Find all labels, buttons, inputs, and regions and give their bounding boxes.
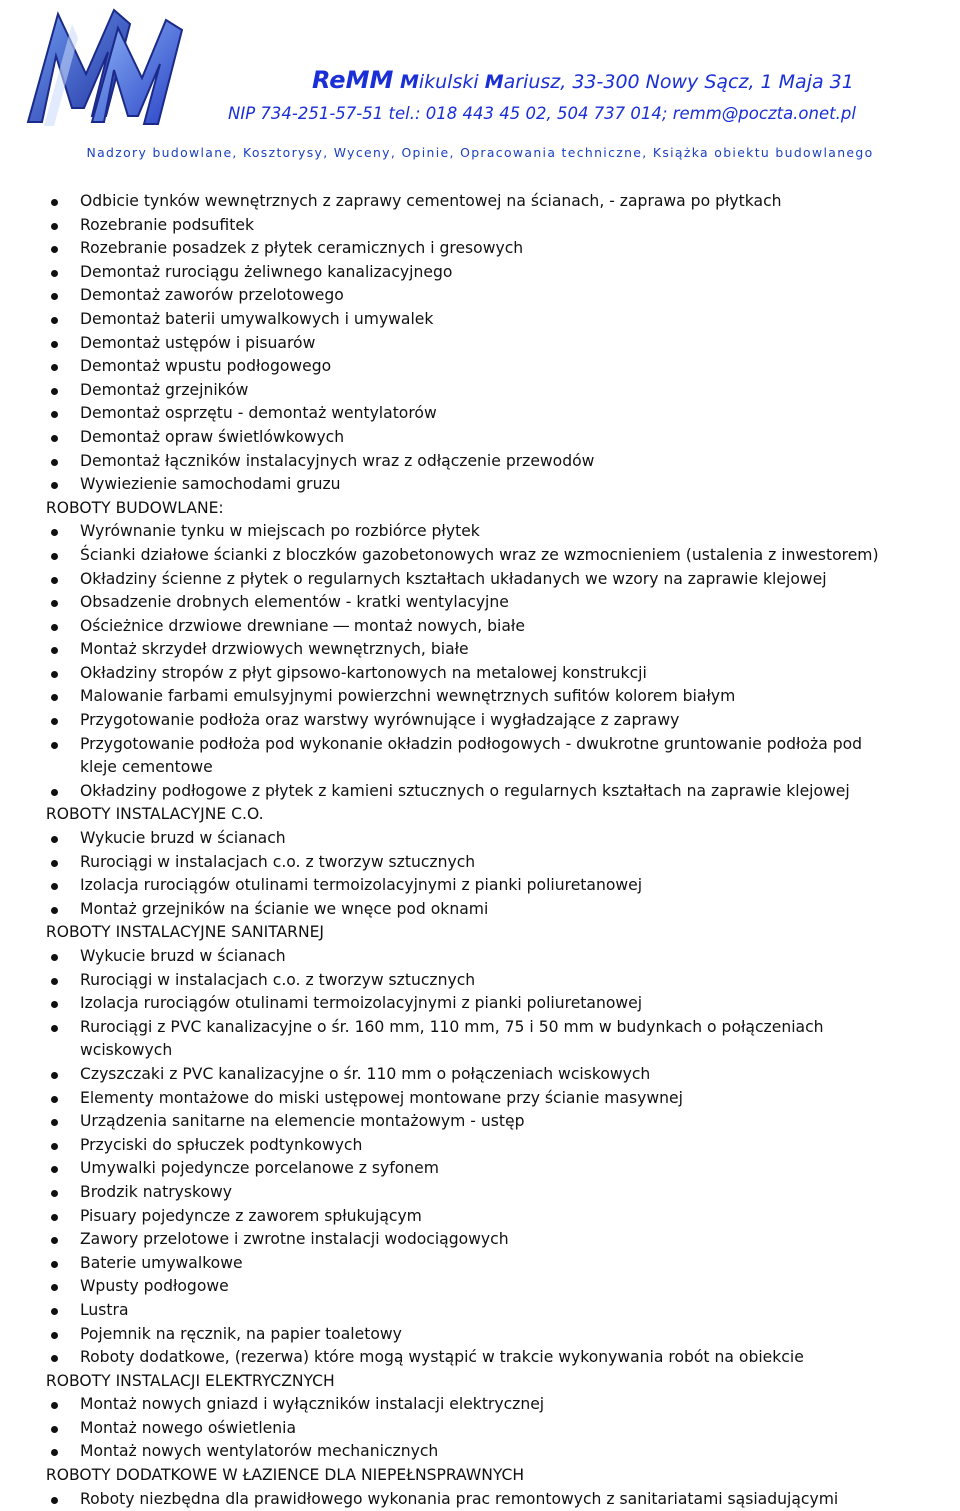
list-item <box>0 426 960 450</box>
list-item <box>0 1087 960 1111</box>
list-item-text: Przygotowanie podłoża oraz warstwy wyrównujące i wygładzające z zaprawy <box>80 711 680 730</box>
list-item <box>0 1323 960 1347</box>
bullet-icon <box>51 600 58 607</box>
list-item-text: Demontaż wpustu podłogowego <box>80 357 332 376</box>
list-item-text: Baterie umywalkowe <box>80 1253 243 1272</box>
bullet-icon <box>51 223 58 230</box>
list-item-text: Demontaż opraw świetlówkowych <box>80 427 345 446</box>
list-item <box>0 1110 960 1134</box>
list-item-text: Rozebranie podsufitek <box>80 215 254 234</box>
list-item-text: Odbicie tynków wewnętrznych z zaprawy cementowej na ścianach, - zaprawa po płytkach <box>80 192 782 210</box>
bullet-icon <box>51 742 58 749</box>
bullet-icon <box>51 1237 58 1244</box>
list-item-text: Montaż grzejników na ścianie we wnęce pod oknami <box>80 899 489 918</box>
bullet-icon <box>51 246 58 253</box>
list-item <box>0 568 960 592</box>
list-item <box>0 1417 960 1441</box>
bullet-icon <box>51 978 58 985</box>
list-item-text: Demontaż ustępów i pisuarów <box>80 333 316 352</box>
bullet-icon <box>51 789 58 796</box>
bullet-icon <box>51 1284 58 1291</box>
list-item-text: Pisuary pojedyncze z zaworem spłukującym <box>80 1206 422 1225</box>
bullet-icon <box>51 270 58 277</box>
list-item <box>0 1346 960 1370</box>
list-item-text: Wywiezienie samochodami gruzu <box>80 475 341 494</box>
list-item-text: Malowanie farbami emulsyjnymi powierzchni wewnętrznych sufitów kolorem białym <box>80 687 736 706</box>
bullet-icon <box>51 1497 58 1504</box>
list-item-text: Czyszczaki z PVC kanalizacyjne o śr. 110 mm o połączeniach wciskowych <box>80 1064 651 1083</box>
list-item-text: Urządzenia sanitarne na elemencie montażowym - ustęp <box>80 1112 525 1131</box>
bullet-icon <box>51 694 58 701</box>
bullet-icon <box>51 1190 58 1197</box>
list-item <box>0 662 960 686</box>
list-item <box>0 1181 960 1205</box>
list-item <box>0 898 960 922</box>
list-item <box>0 1393 960 1417</box>
list-item-text: Wpusty podłogowe <box>80 1277 229 1296</box>
list-item-text: Montaż nowych wentylatorów mechanicznych <box>80 1442 439 1461</box>
bullet-icon <box>51 1308 58 1315</box>
bullet-icon <box>51 1261 58 1268</box>
list-item <box>0 591 960 615</box>
company-address: ariusz, 33-300 Nowy Sącz, 1 Maja 31 <box>503 71 854 93</box>
bullet-icon <box>51 435 58 442</box>
bullet-icon <box>51 1096 58 1103</box>
list-item-text: Demontaż rurociągu żeliwnego kanalizacyjnego <box>80 262 453 281</box>
list-item <box>0 520 960 544</box>
list-item-text: Umywalki pojedyncze porcelanowe z syfonem <box>80 1159 439 1178</box>
bullet-icon <box>51 293 58 300</box>
list-item <box>0 1252 960 1276</box>
list-item <box>0 1063 960 1087</box>
bullet-icon <box>51 1025 58 1032</box>
bullet-icon <box>51 459 58 466</box>
list-item <box>0 450 960 474</box>
bullet-icon <box>51 577 58 584</box>
list-item-text: Wykucie bruzd w ścianach <box>80 947 286 965</box>
list-item-text: Montaż nowych gniazd i wyłączników instalacji elektrycznej <box>80 1395 545 1414</box>
list-item <box>0 1299 960 1323</box>
bullet-icon <box>51 883 58 890</box>
list-item-text: Rurociągi w instalacjach c.o. z tworzyw sztucznych <box>80 970 476 989</box>
list-item-text: Roboty dodatkowe, (rezerwa) które mogą wystąpić w trakcie wykonywania robót na obiekcie <box>80 1348 804 1367</box>
company-logo <box>14 4 189 130</box>
bullet-icon <box>51 671 58 678</box>
company-name-part: ikulski <box>418 71 485 93</box>
list-item <box>0 827 960 851</box>
bullet-icon <box>51 1355 58 1362</box>
list-item-text: Okładziny stropów z płyt gipsowo-kartonowych na metalowej konstrukcji <box>80 663 647 682</box>
list-item-text: Okładziny podłogowe z płytek z kamieni sztucznych o regularnych kształtach na zaprawie klejowej <box>80 781 850 800</box>
bullet-icon <box>51 341 58 348</box>
list-item-text: Rozebranie posadzek z płytek ceramicznych i gresowych <box>80 239 524 258</box>
section-heading: ROBOTY DODATKOWE W ŁAZIENCE DLA NIEPEŁNSPRAWNYCH <box>45 1466 525 1485</box>
list-item <box>0 379 960 403</box>
bullet-icon <box>51 388 58 395</box>
list-item-text: Montaż skrzydeł drzwiowych wewnętrznych, białe <box>80 640 469 659</box>
bullet-icon <box>51 1426 58 1433</box>
bullet-icon <box>51 907 58 914</box>
bullet-icon <box>51 1449 58 1456</box>
section-heading: ROBOTY INSTALACYJNE C.O. <box>45 805 264 824</box>
company-initial-m1: M <box>393 71 419 93</box>
list-item <box>0 733 960 780</box>
list-item <box>0 190 960 214</box>
contact-line: NIP 734-251-57-51 tel.: 018 443 45 02, 504 737 014; remm@poczta.onet.pl <box>228 104 856 123</box>
list-item <box>0 332 960 356</box>
bullet-icon <box>51 1119 58 1126</box>
list-item-text: Pojemnik na ręcznik, na papier toaletowy <box>80 1324 402 1343</box>
list-item-text: Przyciski do spłuczek podtynkowych <box>80 1135 363 1154</box>
list-item-text: Ścianki działowe ścianki z bloczków gazobetonowych wraz ze wzmocnieniem (ustalenia z inwestorem) <box>80 545 879 564</box>
list-item-text: Wykucie bruzd w ścianach <box>80 829 286 848</box>
list-item-text: Demontaż łączników instalacyjnych wraz z odłączenie przewodów <box>80 451 595 470</box>
list-item <box>0 638 960 662</box>
list-item-text: Zawory przelotowe i zwrotne instalacji wodociągowych <box>80 1230 509 1249</box>
bullet-icon <box>51 836 58 843</box>
company-name-line <box>312 66 854 94</box>
list-item <box>0 1488 960 1511</box>
bullet-icon <box>51 1001 58 1008</box>
list-item <box>0 308 960 332</box>
bullet-icon <box>51 1072 58 1079</box>
bullet-icon <box>51 1402 58 1409</box>
list-item <box>0 1205 960 1229</box>
list-item-text: Przygotowanie podłoża pod wykonanie okładzin podłogowych - dwukrotne gruntowanie podłoża pod <box>80 734 863 753</box>
list-item-text-continued: wciskowych <box>80 1041 173 1060</box>
bullet-icon <box>51 954 58 961</box>
list-item <box>0 1134 960 1158</box>
bullet-icon <box>51 1214 58 1221</box>
list-item-text: Elementy montażowe do miski ustępowej montowane przy ścianie masywnej <box>80 1088 683 1107</box>
bullet-icon <box>51 1166 58 1173</box>
bullet-icon <box>51 624 58 631</box>
list-item-text: Ościeżnice drzwiowe drewniane ― montaż nowych, białe <box>80 616 525 635</box>
list-item-text: Rurociągi z PVC kanalizacyjne o śr. 160 mm, 110 mm, 75 i 50 mm w budynkach o połączeniach <box>80 1017 824 1036</box>
list-item-text: Okładziny ścienne z płytek o regularnych kształtach układanych we wzory na zaprawie klejowej <box>80 569 827 588</box>
list-item-text-continued: kleje cementowe <box>80 758 213 777</box>
list-item-text: Izolacja rurociągów otulinami termoizolacyjnymi z pianki poliuretanowej <box>80 994 643 1013</box>
letterhead <box>0 0 960 170</box>
services-tagline: Nadzory budowlane, Kosztorysy, Wyceny, Opinie, Opracowania techniczne, Książka obiektu budowlanego <box>86 145 874 160</box>
bullet-icon <box>51 1332 58 1339</box>
bullet-icon <box>51 482 58 489</box>
list-item <box>0 685 960 709</box>
list-item <box>0 402 960 426</box>
section-heading: ROBOTY INSTALACJI ELEKTRYCZNYCH <box>45 1371 335 1390</box>
list-item-text: Izolacja rurociągów otulinami termoizolacyjnymi z pianki poliuretanowej <box>80 876 643 895</box>
list-item <box>0 214 960 238</box>
works-list <box>0 190 960 1511</box>
list-item-text: Obsadzenie drobnych elementów - kratki wentylacyjne <box>80 593 509 612</box>
list-item <box>0 945 960 969</box>
bullet-icon <box>51 1143 58 1150</box>
bullet-icon <box>51 411 58 418</box>
list-item <box>0 709 960 733</box>
list-item-text: Brodzik natryskowy <box>80 1182 233 1201</box>
list-item <box>0 1016 960 1063</box>
list-item <box>0 969 960 993</box>
section-heading: ROBOTY BUDOWLANE: <box>45 498 224 517</box>
bullet-icon <box>51 647 58 654</box>
bullet-icon <box>51 317 58 324</box>
bullet-icon <box>51 718 58 725</box>
list-item-text: Rurociągi w instalacjach c.o. z tworzyw sztucznych <box>80 852 476 871</box>
list-item <box>0 1157 960 1181</box>
list-item <box>0 615 960 639</box>
list-item <box>0 780 960 804</box>
list-item <box>0 1275 960 1299</box>
list-item-text: Wyrównanie tynku w miejscach po rozbiórce płytek <box>80 522 480 541</box>
company-initial-m2: M <box>484 71 504 93</box>
bullet-icon <box>51 553 58 560</box>
list-item-text: Montaż nowego oświetlenia <box>80 1418 297 1437</box>
list-item-text: Lustra <box>80 1300 129 1319</box>
list-item <box>0 544 960 568</box>
bullet-icon <box>51 364 58 371</box>
list-item-text: Demontaż zaworów przelotowego <box>80 286 344 305</box>
bullet-icon <box>51 199 58 206</box>
list-item <box>0 355 960 379</box>
list-item <box>0 1228 960 1252</box>
list-item <box>0 851 960 875</box>
section-heading: ROBOTY INSTALACYJNE SANITARNEJ <box>45 923 325 942</box>
list-item <box>0 237 960 261</box>
list-item-text: Roboty niezbędna dla prawidłowego wykonania prac remontowych z sanitariatami sąsiadującymi <box>80 1489 839 1508</box>
list-item <box>0 874 960 898</box>
list-item <box>0 473 960 497</box>
bullet-icon <box>51 529 58 536</box>
list-item-text: Demontaż osprzętu - demontaż wentylatorów <box>80 404 437 423</box>
list-item <box>0 261 960 285</box>
list-item <box>0 1440 960 1464</box>
bullet-icon <box>51 860 58 867</box>
list-item-text: Demontaż baterii umywalkowych i umywalek <box>80 309 434 328</box>
list-item <box>0 284 960 308</box>
list-item <box>0 992 960 1016</box>
list-item-text: Demontaż grzejników <box>80 380 249 399</box>
brand-name: ReMM <box>312 66 394 94</box>
